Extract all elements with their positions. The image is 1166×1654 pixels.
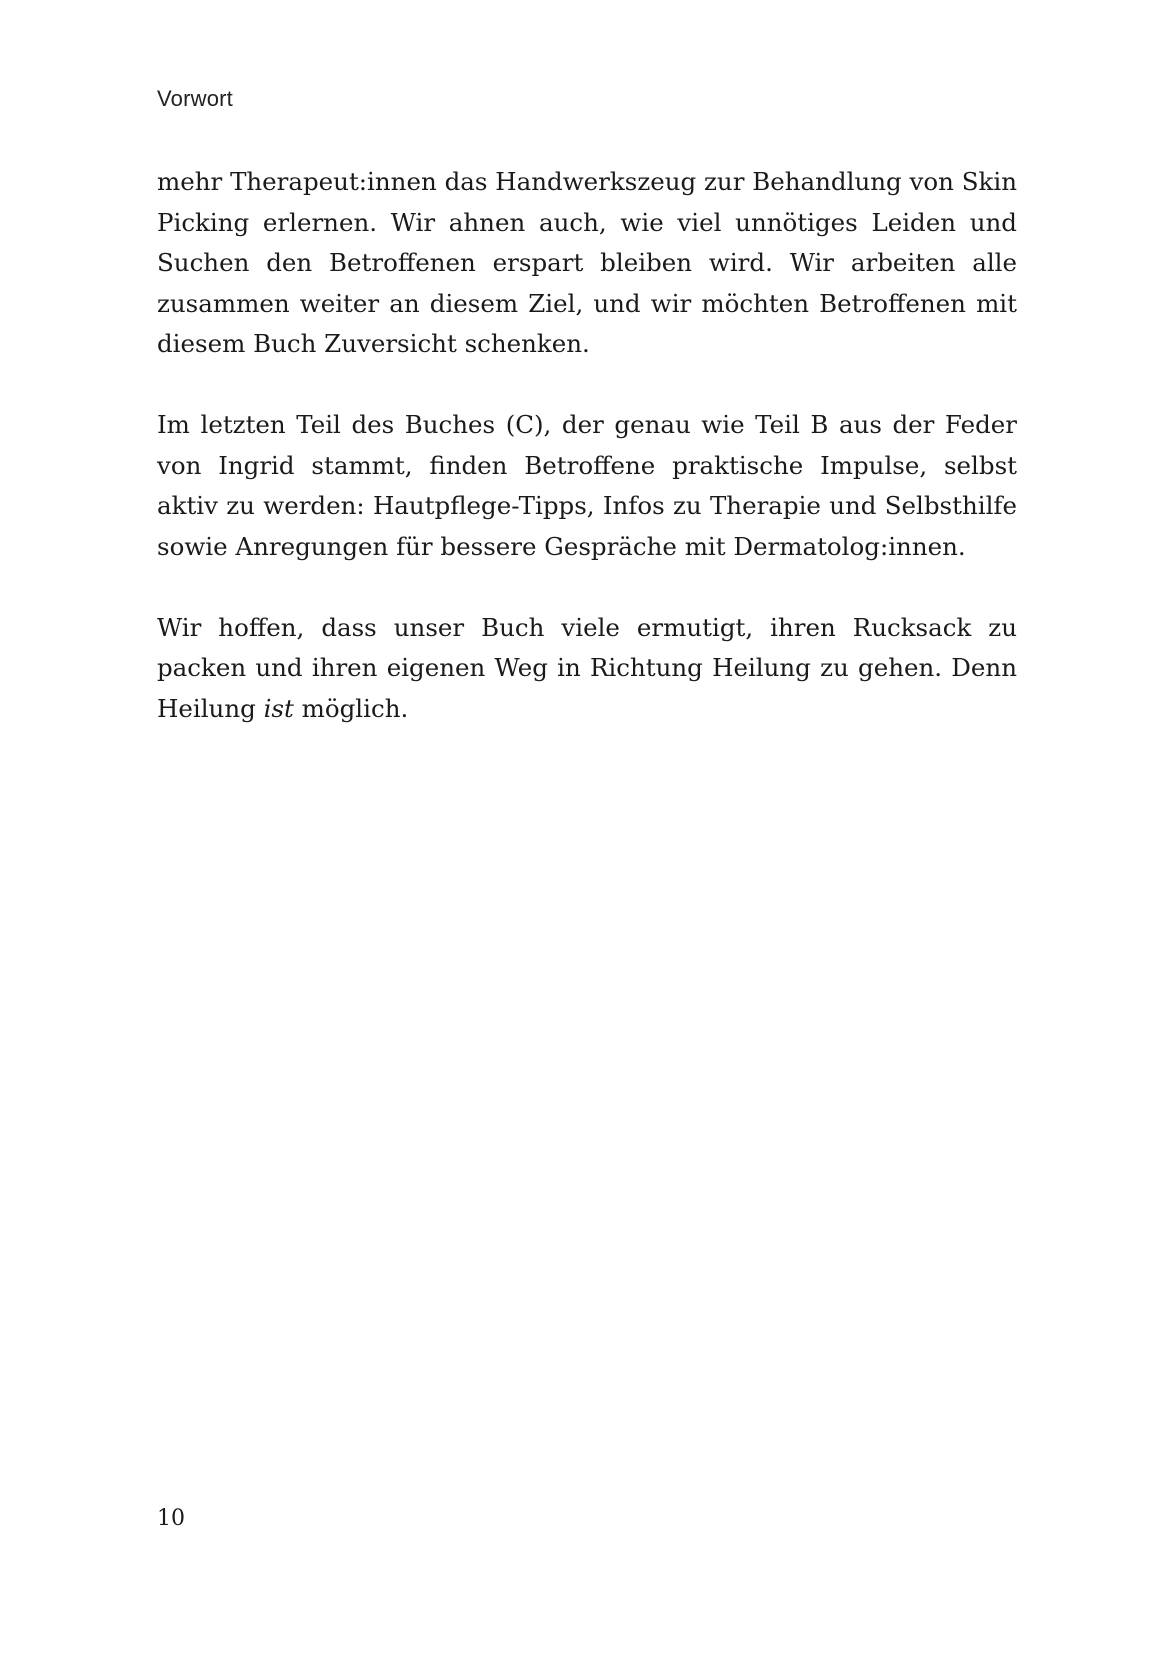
body-text	[157, 162, 1017, 770]
paragraph-2: Im letzten Teil des Buches (C), der genau wie Teil B aus der Feder von Ingrid stammt, finden Betroffene praktische Impulse, selbst aktiv zu werden: Hautpflege-Tipps, Infos zu Therapie und Selbsthilfe sowie Anregungen für bessere Gespräche mit Dermatolog:innen.	[157, 410, 1017, 561]
paragraph-3	[157, 608, 1017, 730]
paragraph-3-emphasis: ist	[263, 693, 294, 723]
page-number: 10	[157, 1506, 185, 1531]
paragraph-3-text-before: Wir hoffen, dass unser Buch viele ermutigt, ihren Rucksack zu packen und ihren eigenen Weg in Richtung Heilung zu gehen. Denn Heilung	[157, 612, 1017, 723]
paragraph-3-text-after: möglich.	[293, 693, 409, 723]
paragraph-1: mehr Therapeut:innen das Handwerkszeug zur Behandlung von Skin Picking erlernen. Wir ahnen auch, wie viel unnötiges Leiden und Suchen den Betroffenen erspart bleiben wird. Wir arbeiten alle zusammen weiter an diesem Ziel, und wir möchten Betroffenen mit diesem Buch Zuversicht schenken.	[157, 167, 1017, 358]
running-head-title: Vorwort	[157, 86, 233, 111]
